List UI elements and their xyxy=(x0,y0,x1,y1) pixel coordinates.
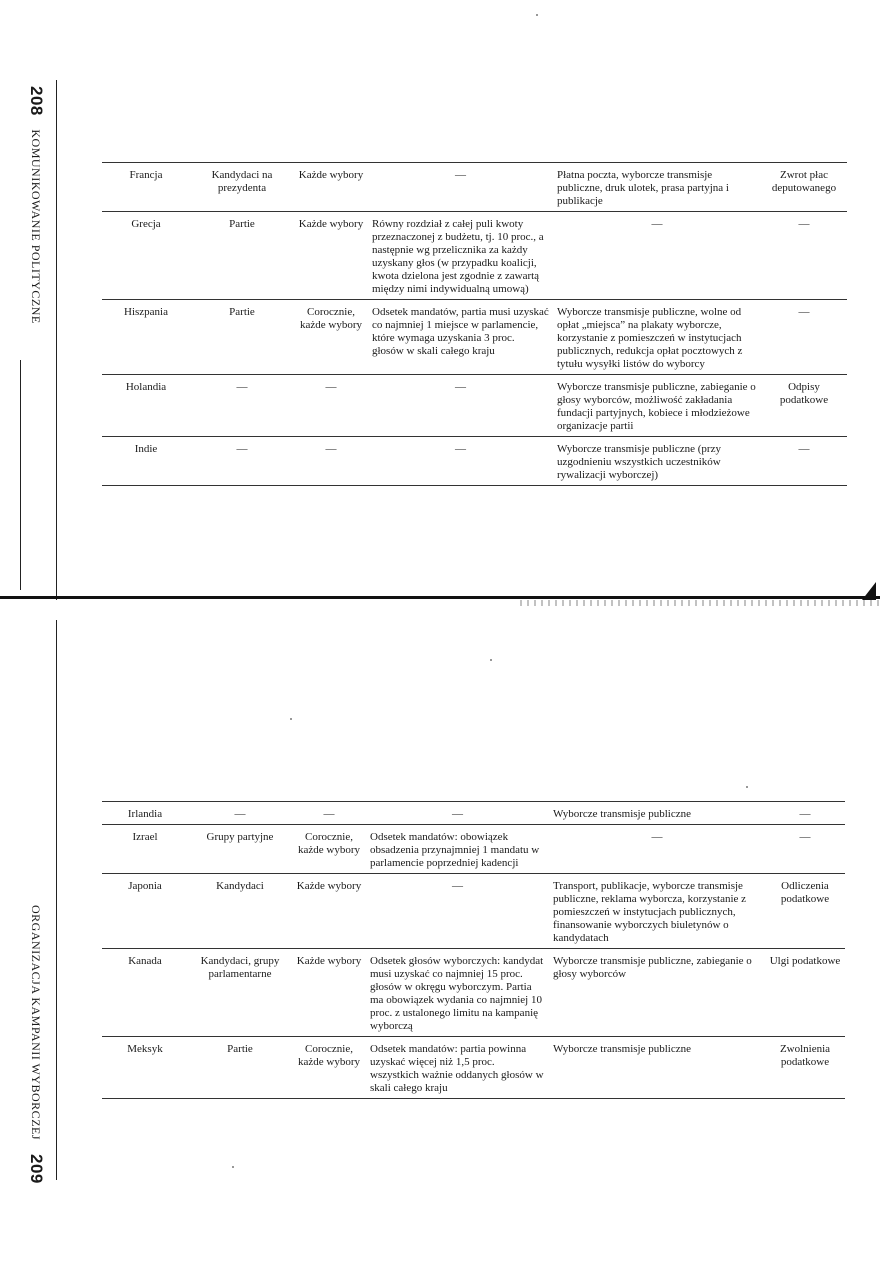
table-row xyxy=(102,212,847,300)
other-support-cell: — xyxy=(761,437,847,486)
indirect-support-cell: — xyxy=(553,212,761,300)
country-cell: Hiszpania xyxy=(102,300,190,375)
other-support-cell: Odpisy podatkowe xyxy=(761,375,847,437)
country-cell: Irlandia xyxy=(102,802,188,825)
criteria-cell: Równy rozdział z całej puli kwoty przeznaczonej z budżetu, tj. 10 proc., a następnie wg przelicznika za każdy uzyskany głos (w przypadku koalicji, kwota dzielona jest zgodnie z zawartą między nimi indywidualną umową) xyxy=(368,212,553,300)
criteria-cell: — xyxy=(368,437,553,486)
criteria-cell: — xyxy=(368,375,553,437)
other-support-cell: — xyxy=(761,300,847,375)
country-cell: Kanada xyxy=(102,949,188,1037)
running-header xyxy=(26,86,46,324)
frequency-cell: — xyxy=(294,437,368,486)
frequency-cell: Każde wybory xyxy=(294,212,368,300)
other-support-cell: — xyxy=(765,825,845,874)
indirect-support-cell: Wyborcze transmisje publiczne (przy uzgodnieniu wszystkich uczestników rywalizacji wyborczej) xyxy=(553,437,761,486)
other-support-cell: Odliczenia podatkowe xyxy=(765,874,845,949)
country-cell: Japonia xyxy=(102,874,188,949)
recipients-cell: Partie xyxy=(190,212,294,300)
frequency-cell: Corocznie, każde wybory xyxy=(294,300,368,375)
running-title: ORGANIZACJA KAMPANII WYBORCZEJ xyxy=(29,905,43,1141)
page-number: 209 xyxy=(27,1153,46,1184)
country-cell: Grecja xyxy=(102,212,190,300)
table-row xyxy=(102,874,845,949)
recipients-cell: Kandydaci na prezydenta xyxy=(190,163,294,212)
other-support-cell: — xyxy=(761,212,847,300)
indirect-support-cell: Wyborcze transmisje publiczne xyxy=(549,802,765,825)
country-cell: Izrael xyxy=(102,825,188,874)
scan-speck xyxy=(290,718,292,720)
frequency-cell: Corocznie, każde wybory xyxy=(292,825,366,874)
page-divider xyxy=(0,596,880,599)
criteria-cell: — xyxy=(368,163,553,212)
scan-speck xyxy=(232,1166,234,1168)
table-row xyxy=(102,949,845,1037)
scan-speck xyxy=(746,786,748,788)
table-row xyxy=(102,375,847,437)
criteria-cell: Odsetek mandatów: partia powinna uzyskać więcej niż 1,5 proc. wszystkich ważnie oddanych głosów w skali całego kraju xyxy=(366,1037,549,1099)
indirect-support-cell: Transport, publikacje, wyborcze transmisje publiczne, reklama wyborcza, korzystanie z pomieszczeń w instytucjach publicznych, finansowanie wyborczych biuletynów o kandydatach xyxy=(549,874,765,949)
recipients-cell: Grupy partyjne xyxy=(188,825,292,874)
frequency-cell: — xyxy=(294,375,368,437)
country-cell: Holandia xyxy=(102,375,190,437)
frequency-cell: Corocznie, każde wybory xyxy=(292,1037,366,1099)
frequency-cell: Każde wybory xyxy=(292,874,366,949)
country-cell: Francja xyxy=(102,163,190,212)
table-row xyxy=(102,163,847,212)
recipients-cell: — xyxy=(188,802,292,825)
frequency-cell: Każde wybory xyxy=(294,163,368,212)
recipients-cell: Partie xyxy=(188,1037,292,1099)
indirect-support-cell: — xyxy=(549,825,765,874)
other-support-cell: — xyxy=(765,802,845,825)
other-support-cell: Zwolnienia podatkowe xyxy=(765,1037,845,1099)
funding-table xyxy=(102,162,847,486)
country-cell: Meksyk xyxy=(102,1037,188,1099)
page-number: 208 xyxy=(27,86,46,116)
criteria-cell: — xyxy=(366,874,549,949)
scan-speck xyxy=(536,14,538,16)
table-row xyxy=(102,1037,845,1099)
indirect-support-cell: Wyborcze transmisje publiczne, wolne od opłat „miejsca” na plakaty wyborcze, korzystanie z pomieszczeń w instytucjach publicznych, redukcja opłat pocztowych z tytułu wysyłki listów do wyborcy xyxy=(553,300,761,375)
indirect-support-cell: Wyborcze transmisje publiczne xyxy=(549,1037,765,1099)
criteria-cell: Odsetek mandatów, partia musi uzyskać co najmniej 1 miejsce w parlamencie, które wymaga uzyskania 3 proc. głosów w skali całego kraju xyxy=(368,300,553,375)
recipients-cell: — xyxy=(190,437,294,486)
country-cell: Indie xyxy=(102,437,190,486)
funding-table xyxy=(102,801,845,1099)
criteria-cell: Odsetek mandatów: obowiązek obsadzenia przynajmniej 1 mandatu w parlamencie poprzedniej kadencji xyxy=(366,825,549,874)
table-row xyxy=(102,825,845,874)
recipients-cell: Partie xyxy=(190,300,294,375)
spine-line xyxy=(56,80,57,600)
frequency-cell: — xyxy=(292,802,366,825)
table-row xyxy=(102,300,847,375)
running-title: KOMUNIKOWANIE POLITYCZNE xyxy=(29,129,43,324)
other-support-cell: Zwrot płac deputowanego xyxy=(761,163,847,212)
recipients-cell: Kandydaci xyxy=(188,874,292,949)
recipients-cell: — xyxy=(190,375,294,437)
running-header xyxy=(26,905,46,1183)
indirect-support-cell: Wyborcze transmisje publiczne, zabieganie o głosy wyborców, możliwość zakładania fundacji partyjnych, kobiece i młodzieżowe organizacje partii xyxy=(553,375,761,437)
spine-line xyxy=(20,360,21,590)
indirect-support-cell: Wyborcze transmisje publiczne, zabieganie o głosy wyborców xyxy=(549,949,765,1037)
criteria-cell: Odsetek głosów wyborczych: kandydat musi uzyskać co najmniej 15 proc. głosów w okręgu wyborczym. Partia ma obowiązek wydania co najmniej 10 proc. z ustalonego limitu na kampanię wyborczą xyxy=(366,949,549,1037)
spine-line xyxy=(56,620,57,1180)
scan-speck xyxy=(490,659,492,661)
indirect-support-cell: Płatna poczta, wyborcze transmisje publiczne, druk ulotek, prasa partyjna i publikacje xyxy=(553,163,761,212)
criteria-cell: — xyxy=(366,802,549,825)
table-row xyxy=(102,437,847,486)
other-support-cell: Ulgi podatkowe xyxy=(765,949,845,1037)
table-row xyxy=(102,802,845,825)
frequency-cell: Każde wybory xyxy=(292,949,366,1037)
recipients-cell: Kandydaci, grupy parlamentarne xyxy=(188,949,292,1037)
page-208 xyxy=(0,0,893,600)
